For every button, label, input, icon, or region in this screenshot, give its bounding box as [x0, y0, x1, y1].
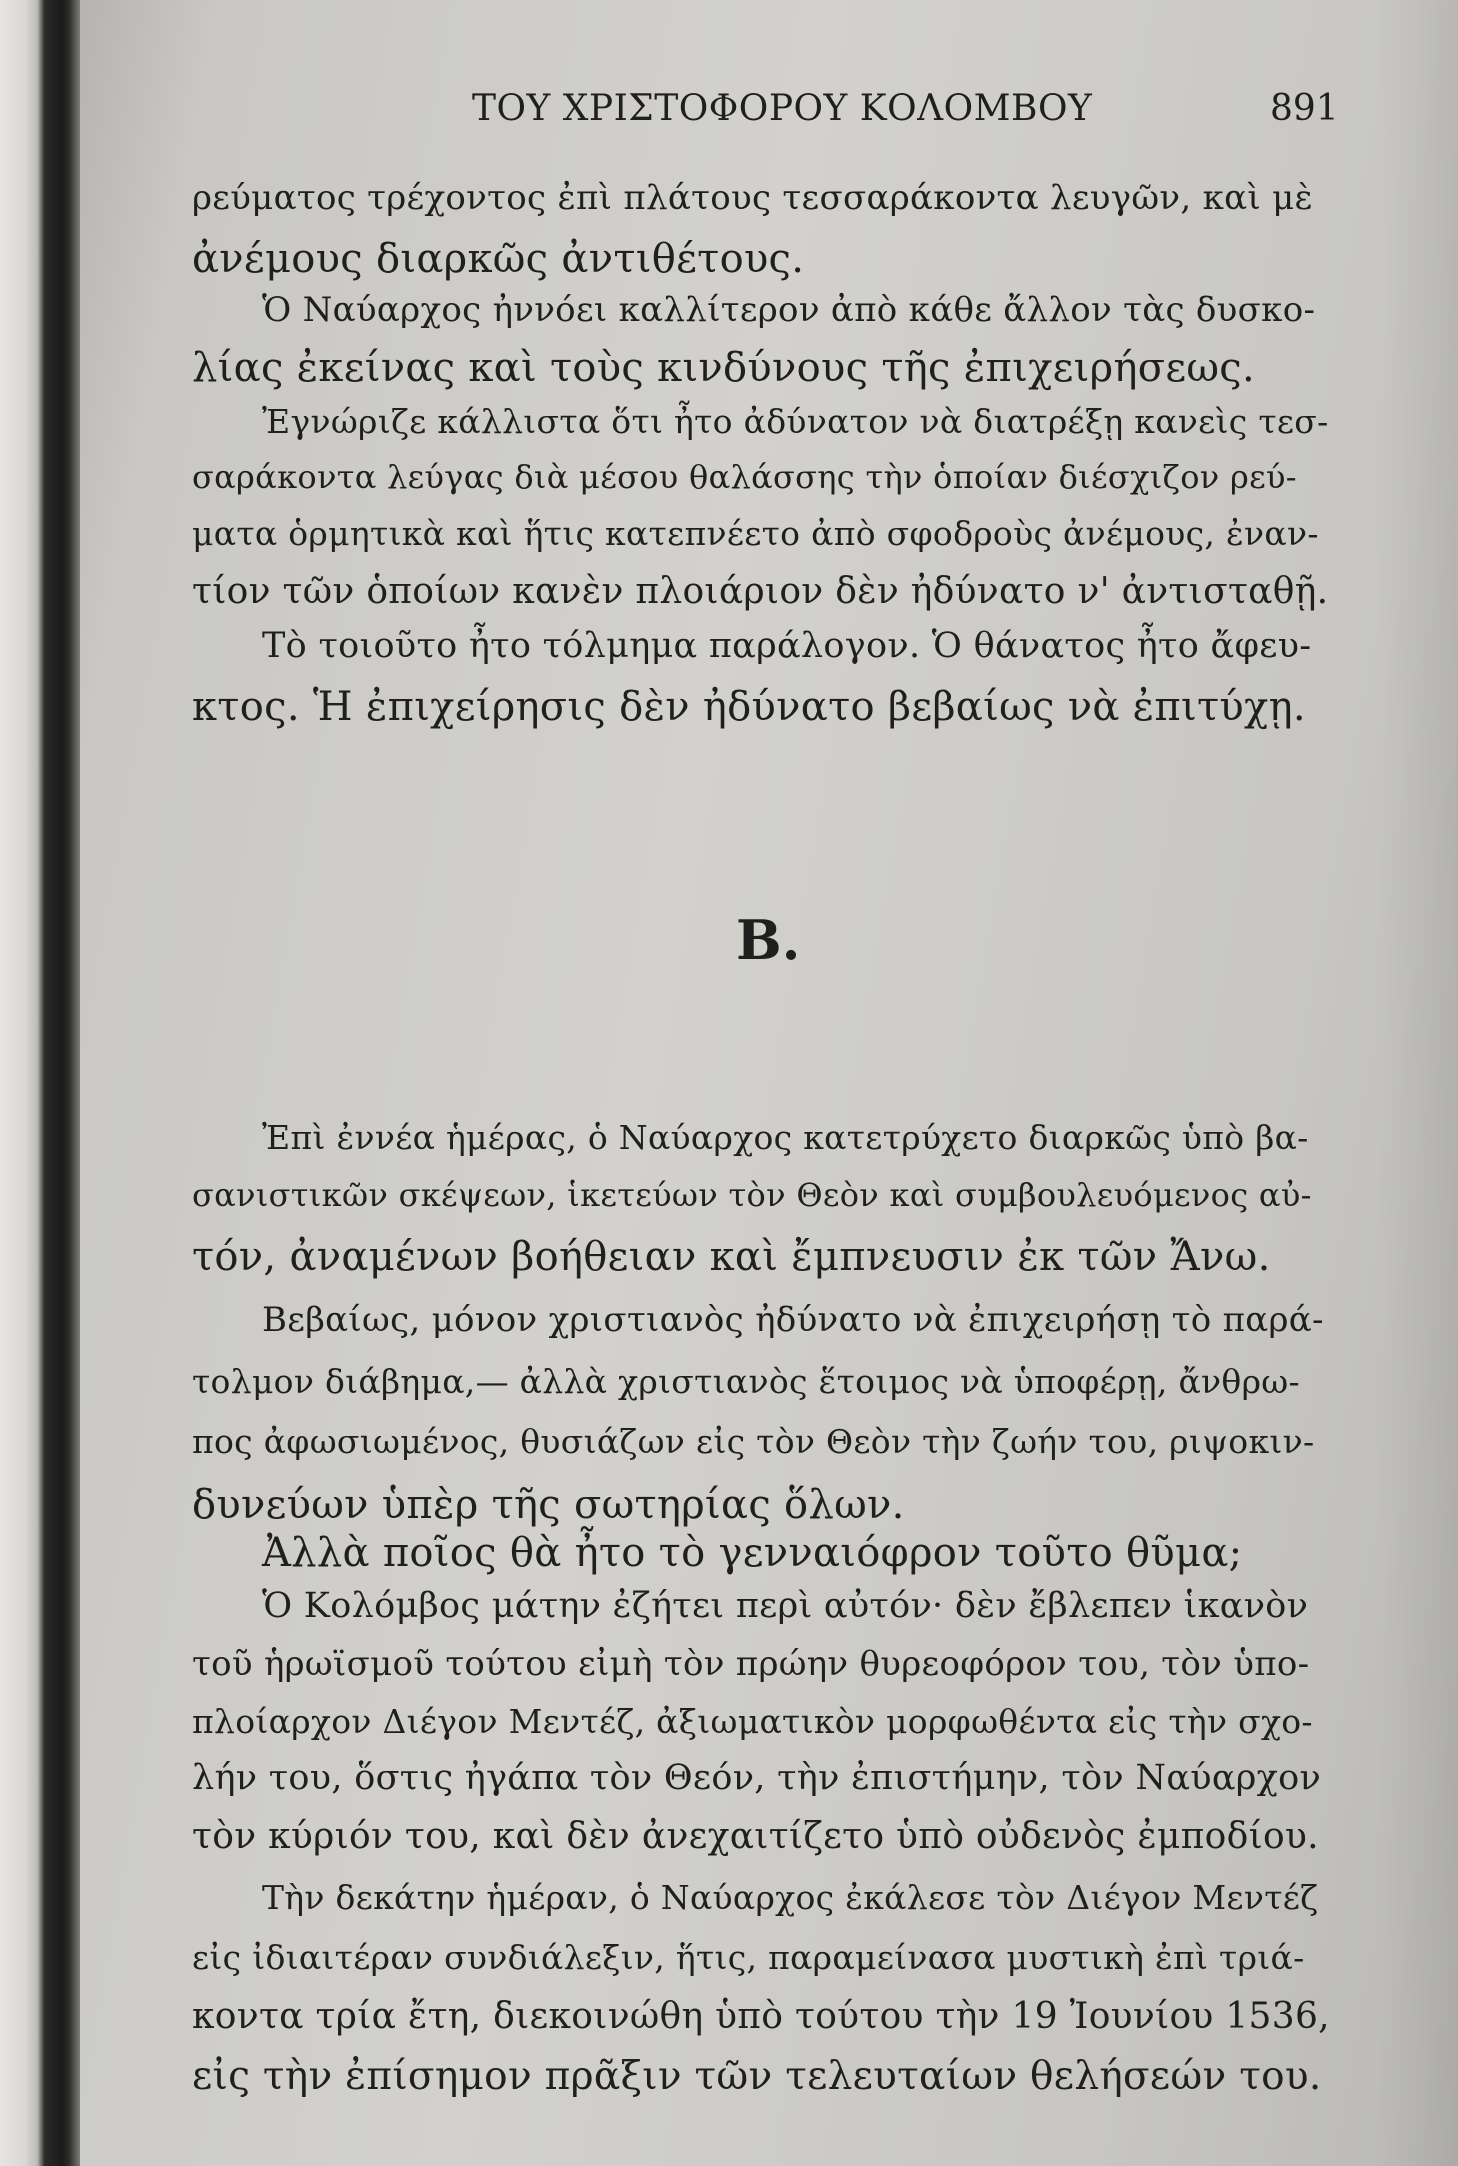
- text-line: λήν του, ὅστις ἠγάπα τὸν Θεόν, τὴν ἐπιστήμην, τὸν Ναύαρχον: [192, 1758, 1322, 1798]
- binding-shadow: [62, 0, 80, 2166]
- page-gutter: [0, 0, 62, 2166]
- text-line: ἀνέμους διαρκῶς ἀντιθέτους.: [192, 236, 805, 282]
- text-line: κτος. Ἡ ἐπιχείρησις δὲν ἠδύνατο βεβαίως νὰ ἐπιτύχῃ.: [192, 684, 1306, 730]
- text-line: Τὸ τοιοῦτο ἦτο τόλμημα παράλογον. Ὁ θάνατος ἦτο ἄφευ-: [262, 626, 1312, 666]
- text-line: τόν, ἀναμένων βοήθειαν καὶ ἔμπνευσιν ἐκ τῶν Ἄνω.: [192, 1234, 1271, 1280]
- text-line: ρεύματος τρέχοντος ἐπὶ πλάτους τεσσαράκοντα λευγῶν, καὶ μὲ: [192, 178, 1314, 218]
- text-line: λίας ἐκείνας καὶ τοὺς κινδύνους τῆς ἐπιχειρήσεως.: [192, 345, 1256, 391]
- text-line: ματα ὁρμητικὰ καὶ ἥτις κατεπνέετο ἀπὸ σφοδροὺς ἀνέμους, ἐναν-: [192, 514, 1319, 553]
- text-line: Ἐγνώριζε κάλλιστα ὅτι ἦτο ἀδύνατον νὰ διατρέξῃ κανεὶς τεσ-: [262, 402, 1329, 441]
- text-line: σαράκοντα λεύγας διὰ μέσου θαλάσσης τὴν ὁποίαν διέσχιζον ρεύ-: [192, 458, 1297, 496]
- text-line: Ὁ Ναύαρχος ἠννόει καλλίτερον ἀπὸ κάθε ἄλλον τὰς δυσκο-: [262, 290, 1316, 330]
- text-line: τίον τῶν ὁποίων κανὲν πλοιάριον δὲν ἠδύνατο ν' ἀντισταθῇ.: [192, 571, 1329, 612]
- text-line: Ἀλλὰ ποῖος θὰ ἦτο τὸ γενναιόφρον τοῦτο θῦμα;: [262, 1530, 1243, 1576]
- page-number: 891: [1270, 88, 1339, 129]
- text-line: πλοίαρχον Διέγον Μεντέζ, ἀξιωματικὸν μορφωθέντα εἰς τὴν σχο-: [192, 1702, 1313, 1741]
- text-line: κοντα τρία ἔτη, διεκοινώθη ὑπὸ τούτου τὴν 19 Ἰουνίου 1536,: [192, 1996, 1330, 2037]
- text-line: πος ἀφωσιωμένος, θυσιάζων εἰς τὸν Θεὸν τὴν ζωήν του, ριψοκιν-: [192, 1422, 1315, 1461]
- text-line: τοῦ ἡρωϊσμοῦ τούτου εἰμὴ τὸν πρώην θυρεοφόρον του, τὸν ὑπο-: [192, 1644, 1310, 1684]
- text-line: Ἐπὶ ἐννέα ἡμέρας, ὁ Ναύαρχος κατετρύχετο διαρκῶς ὑπὸ βα-: [262, 1118, 1309, 1157]
- running-head: ΤΟΥ ΧΡΙΣΤΟΦΟΡΟΥ ΚΟΛΟΜΒΟΥ: [472, 88, 1093, 129]
- text-line: δυνεύων ὑπὲρ τῆς σωτηρίας ὅλων.: [192, 1482, 905, 1528]
- page-edge-shadow: [1378, 0, 1458, 2166]
- text-line: εἰς τὴν ἐπίσημον πρᾶξιν τῶν τελευταίων θελήσεών του.: [192, 2054, 1322, 2099]
- section-heading: Β.: [736, 908, 801, 972]
- text-line: Ὁ Κολόμβος μάτην ἐζήτει περὶ αὐτόν· δὲν ἔβλεπεν ἱκανὸν: [262, 1586, 1309, 1626]
- text-line: τολμον διάβημα,— ἀλλὰ χριστιανὸς ἕτοιμος νὰ ὑποφέρῃ, ἄνθρω-: [192, 1362, 1300, 1401]
- text-line: τὸν κύριόν του, καὶ δὲν ἀνεχαιτίζετο ὑπὸ οὐδενὸς ἐμποδίου.: [192, 1816, 1319, 1857]
- text-line: εἰς ἰδιαιτέραν συνδιάλεξιν, ἥτις, παραμείνασα μυστικὴ ἐπὶ τριά-: [192, 1938, 1305, 1977]
- text-line: Βεβαίως, μόνον χριστιανὸς ἠδύνατο νὰ ἐπιχειρήσῃ τὸ παρά-: [262, 1300, 1324, 1340]
- text-line: σανιστικῶν σκέψεων, ἱκετεύων τὸν Θεὸν καὶ συμβουλευόμενος αὐ-: [192, 1176, 1312, 1214]
- text-line: Τὴν δεκάτην ἡμέραν, ὁ Ναύαρχος ἐκάλεσε τὸν Διέγον Μεντέζ: [262, 1878, 1319, 1917]
